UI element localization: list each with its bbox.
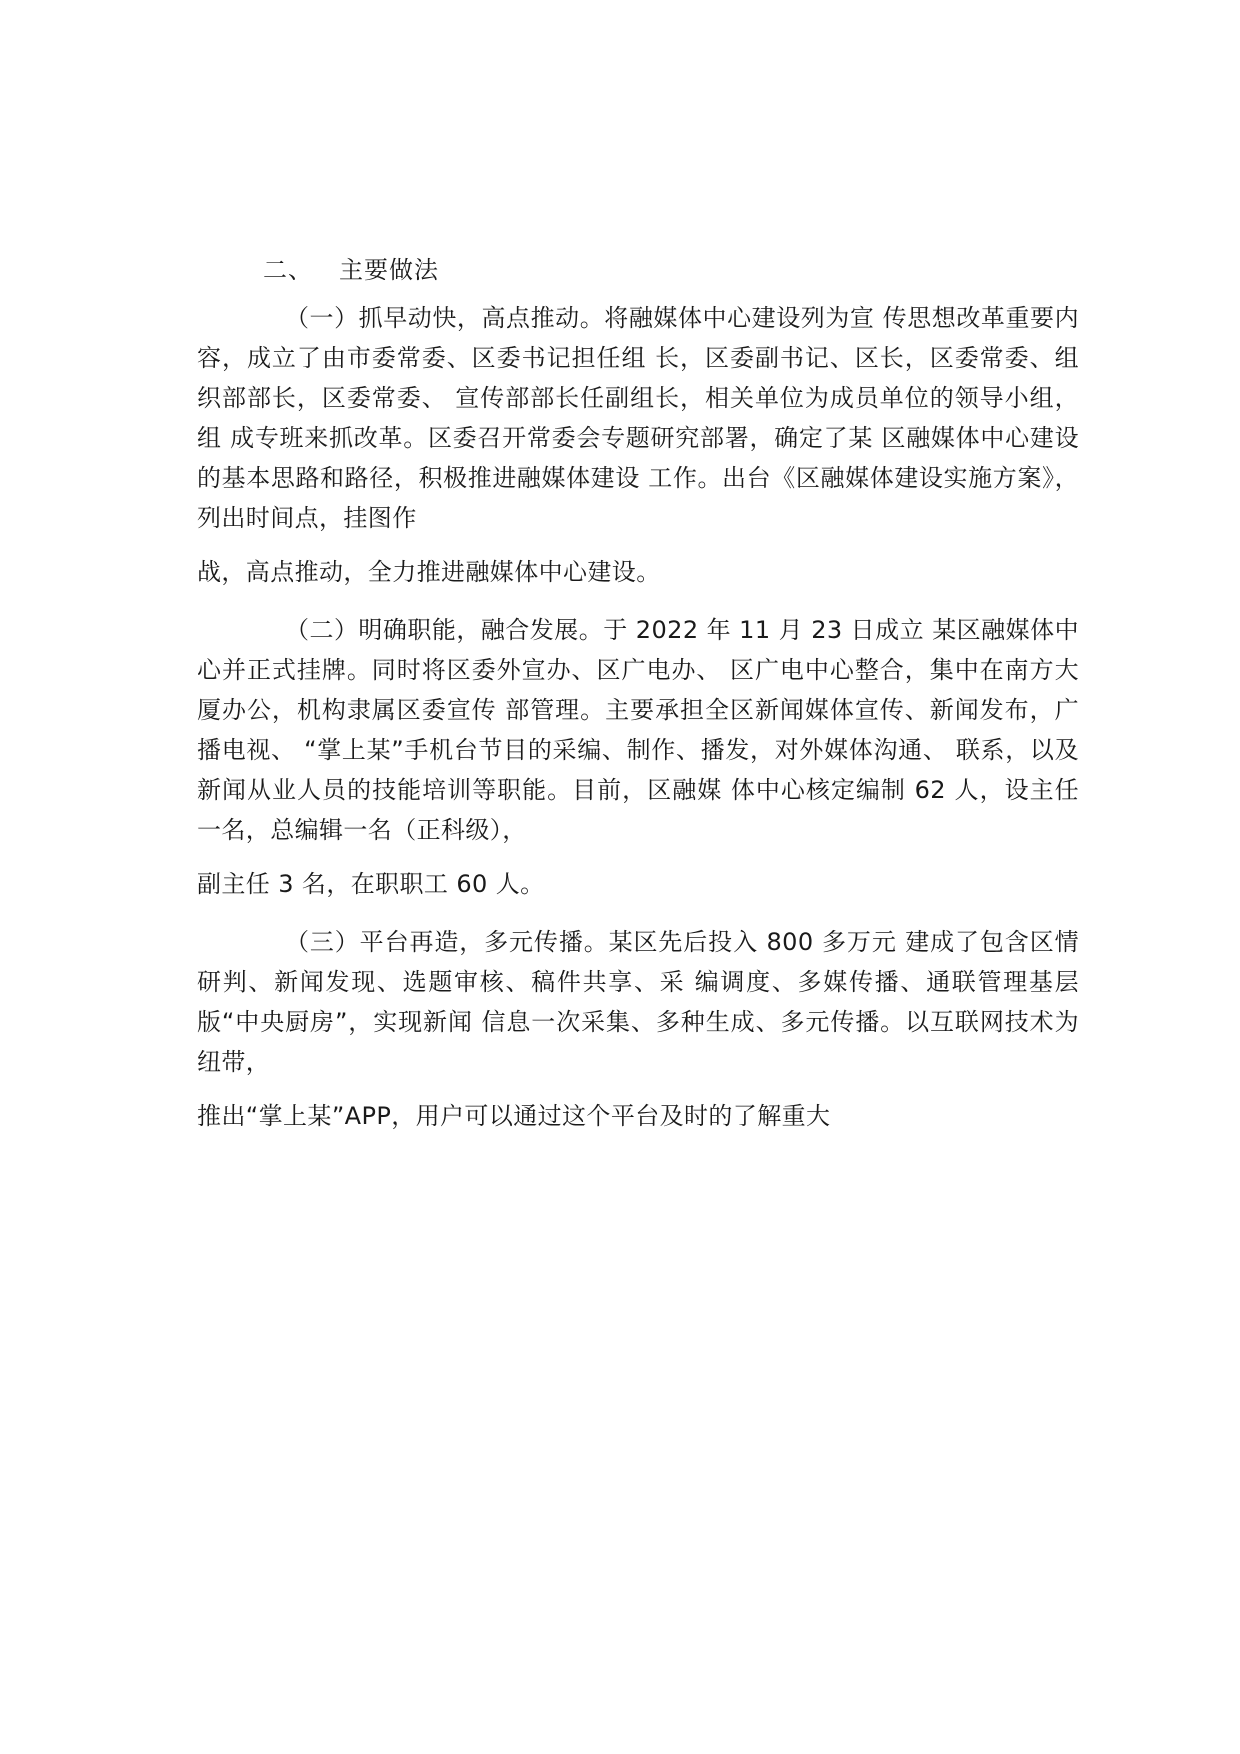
document-body <box>197 252 1079 1136</box>
section-title: 主要做法 <box>339 256 439 284</box>
section-heading <box>263 252 1079 288</box>
paragraph-3-continued: 推出“掌上某”APP，用户可以通过这个平台及时的了解重大 <box>197 1102 831 1130</box>
paragraph-3: （三）平台再造，多元传播。某区先后投入 800 多万元 建成了包含区情研判、新闻发现、选题审核、稿件共享、采 编调度、多媒传播、通联管理基层版“中央厨房”，实现新闻 信息一次采集、多种生成、多元传播。以互联网技术为纽带， <box>197 928 1079 1076</box>
paragraph-2-continued: 副主任 3 名，在职职工 60 人。 <box>197 870 545 898</box>
paragraph-1: （一）抓早动快，高点推动。将融媒体中心建设列为宣 传思想改革重要内容，成立了由市委常委、区委书记担任组 长，区委副书记、区长，区委常委、组织部部长，区委常委、 宣传部部长任副组长，相关单位为成员单位的领导小组，组 成专班来抓改革。区委召开常委会专题研究部署，确定了某 区融媒体中心建设的基本思路和路径，积极推进融媒体建设 工作。出台《区融媒体建设实施方案》，列出时间点，挂图作 <box>197 304 1079 532</box>
section-number: 二、 <box>263 256 313 284</box>
paragraph-2: （二）明确职能，融合发展。于 2022 年 11 月 23 日成立 某区融媒体中心并正式挂牌。同时将区委外宣办、区广电办、 区广电中心整合，集中在南方大厦办公，机构隶属区委宣传 部管理。主要承担全区新闻媒体宣传、新闻发布，广播电视、 “掌上某”手机台节目的采编、制作、播发，对外媒体沟通、 联系，以及新闻从业人员的技能培训等职能。目前，区融媒 体中心核定编制 62 人，设主任一名，总编辑一名（正科级）， <box>197 616 1079 844</box>
paragraph-1-continued: 战，高点推动，全力推进融媒体中心建设。 <box>197 558 661 586</box>
